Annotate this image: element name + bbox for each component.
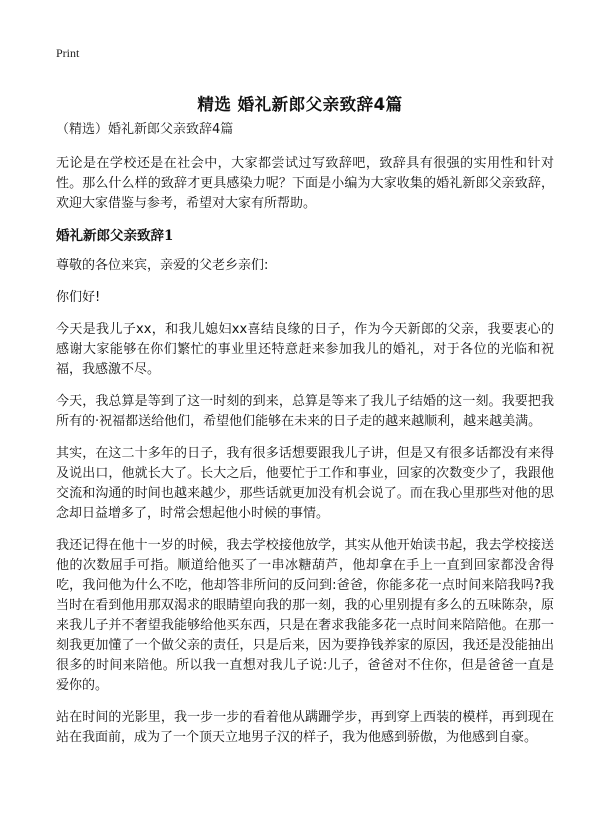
document-subtitle: （精选）婚礼新郎父亲致辞4篇 <box>56 122 234 137</box>
body-paragraph: 我还记得在他十一岁的时候，我去学校接他放学，其实从他开始读书起，我去学校接送他的次数屈手可指。顺道给他买了一串冰糖葫芦，他却拿在手上一直到回家都没舍得吃，我问他为什么不吃，他却答非所问的反问到:爸爸，你能多花一点时间来陪我吗?我当时在看到他用那双渴求的眼睛望向我的那一刻，我的心里别提有多么的五味陈杂，原来我儿子并不奢望我能够给他买东西，只是在奢求我能多花一点时间来陪陪他。在那一刻我更加懂了一个做父亲的责任，只是后来，因为要挣钱养家的原因，我还是没能抽出很多的时间来陪他。所以我一直想对我儿子说:儿子，爸爸对不住你，但是爸爸一直是爱你的。 <box>56 538 554 693</box>
document-body <box>56 120 554 760</box>
salutation-paragraph: 尊敬的各位来宾，亲爱的父老乡亲们: <box>56 258 269 273</box>
print-label: Print <box>56 46 80 60</box>
document-title: 精选 婚礼新郎父亲致辞4篇 <box>197 95 403 115</box>
body-paragraph: 站在时间的光影里，我一步一步的看着他从蹒跚学步，再到穿上西装的模样，再到现在站在我面前，成为了一个顶天立地男子汉的样子，我为他感到骄傲，为他感到自豪。 <box>56 710 554 745</box>
greeting-paragraph: 你们好! <box>56 290 101 305</box>
section-heading: 婚礼新郎父亲致辞1 <box>56 228 174 244</box>
body-paragraph: 今天，我总算是等到了这一时刻的到来，总算是等来了我儿子结婚的这一刻。我要把我所有的·祝福都送给他们，希望他们能够在未来的日子走的越来越顺利，越来越美满。 <box>56 394 554 429</box>
intro-paragraph: 无论是在学校还是在社会中，大家都尝试过写致辞吧，致辞具有很强的实用性和针对性。那么什么样的致辞才更具感染力呢？下面是小编为大家收集的婚礼新郎父亲致辞，欢迎大家借鉴与参考，希望对大家有所帮助。 <box>56 156 554 211</box>
body-paragraph: 今天是我儿子xx，和我儿媳妇xx喜结良缘的日子，作为今天新郎的父亲，我要衷心的感谢大家能够在你们繁忙的事业里还特意赶来参加我儿的婚礼，对于各位的光临和祝福，我感激不尽。 <box>56 322 554 377</box>
body-paragraph: 其实，在这二十多年的日子，我有很多话想要跟我儿子讲，但是又有很多话都没有来得及说出口，他就长大了。长大之后，他要忙于工作和事业，回家的次数变少了，我跟他交流和沟通的时间也越来越少，那些话就更加没有机会说了。而在我心里那些对他的思念却日益增多了，时常会想起他小时候的事情。 <box>56 446 554 521</box>
